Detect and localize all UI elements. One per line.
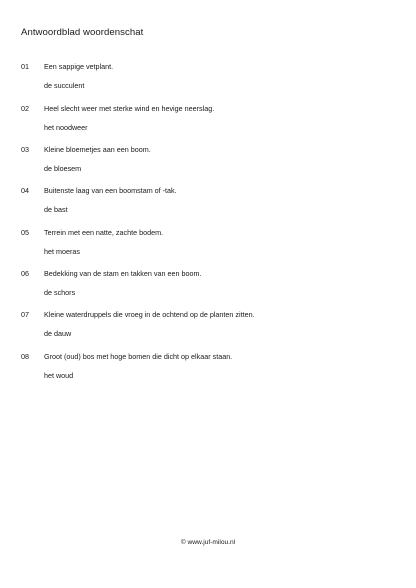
list-item [0, 310, 416, 350]
item-number: 06 [21, 269, 29, 278]
item-number: 04 [21, 186, 29, 195]
item-question: Heel slecht weer met sterke wind en hevige neerslag. [44, 104, 215, 113]
item-question: Terrein met een natte, zachte bodem. [44, 228, 164, 237]
item-answer: de dauw [44, 329, 72, 338]
item-answer: de bloesem [44, 164, 82, 173]
item-answer: de bast [44, 205, 68, 214]
item-answer: het moeras [44, 247, 80, 256]
list-item [0, 62, 416, 102]
item-question: Kleine bloemetjes aan een boom. [44, 145, 151, 154]
list-item [0, 228, 416, 268]
item-number: 05 [21, 228, 29, 237]
item-question: Kleine waterdruppels die vroeg in de ochtend op de planten zitten. [44, 310, 255, 319]
item-number: 07 [21, 310, 29, 319]
item-number: 02 [21, 104, 29, 113]
list-item [0, 145, 416, 185]
item-question: Een sappige vetplant. [44, 62, 114, 71]
item-answer: het noodweer [44, 123, 88, 132]
item-answer: de schors [44, 288, 76, 297]
list-item [0, 269, 416, 309]
item-question: Buitenste laag van een boomstam of -tak. [44, 186, 177, 195]
item-number: 08 [21, 352, 29, 361]
list-item [0, 186, 416, 226]
page-title: Antwoordblad woordenschat [21, 27, 144, 38]
list-item [0, 352, 416, 392]
item-answer: de succulent [44, 81, 85, 90]
copyright-footer: © www.juf-milou.nl [180, 539, 236, 546]
item-question: Groot (oud) bos met hoge bomen die dicht op elkaar staan. [44, 352, 233, 361]
item-question: Bedekking van de stam en takken van een boom. [44, 269, 202, 278]
item-number: 03 [21, 145, 29, 154]
item-number: 01 [21, 62, 29, 71]
item-answer: het woud [44, 371, 74, 380]
list-item [0, 104, 416, 144]
